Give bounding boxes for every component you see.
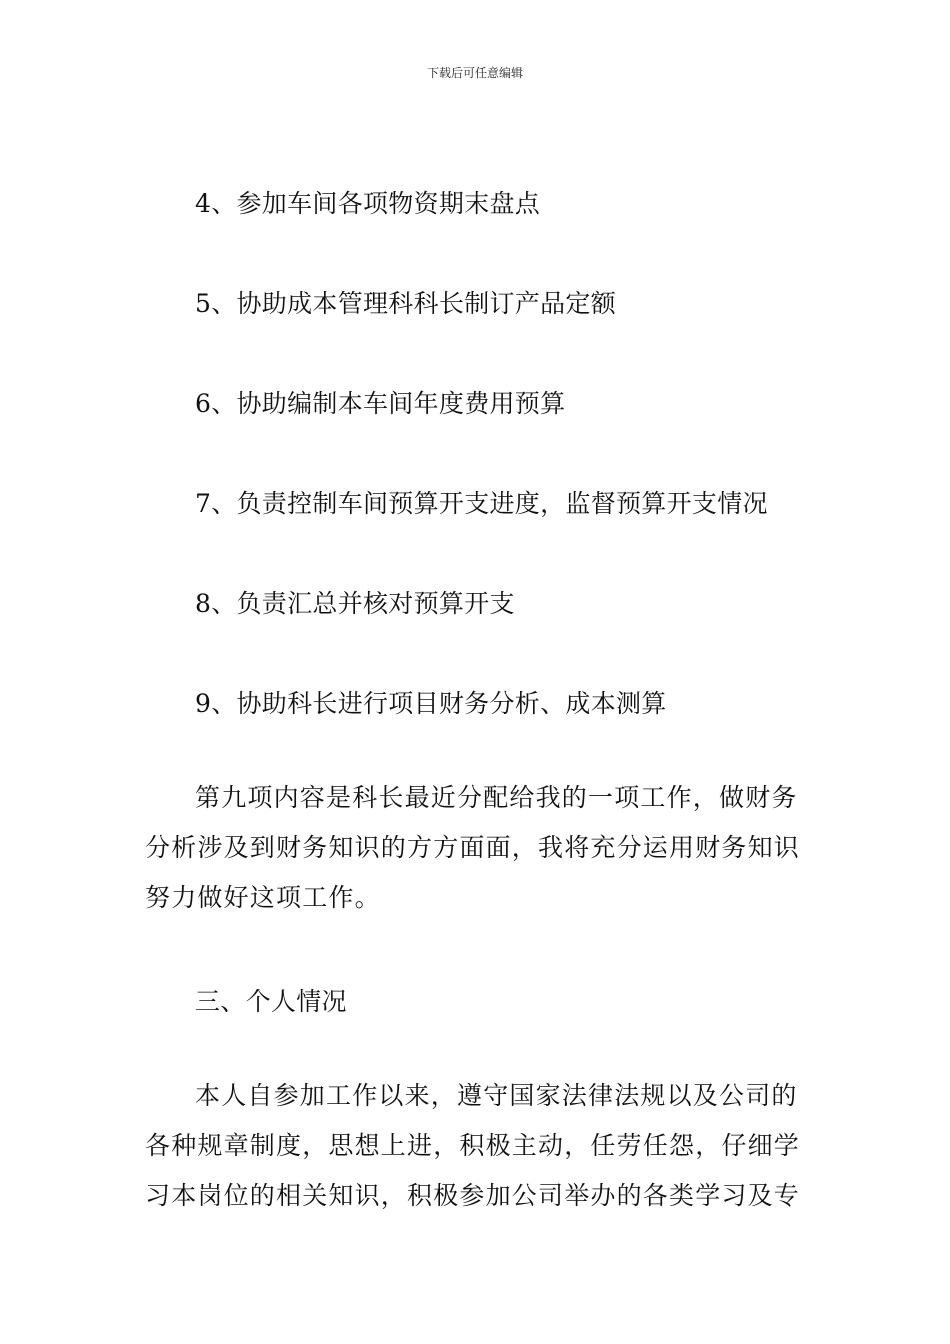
list-item-7: 7、负责控制车间预算开支进度，监督预算开支情况 <box>195 489 768 518</box>
paragraph-ninth-item: 第九项内容是科长最近分配给我的一项工作，做财务分析涉及到财务知识的方方面面，我将充分运用财务知识努力做好这项工作。 <box>145 783 801 912</box>
page-header: 下载后可任意编辑 <box>426 66 523 80</box>
paragraph-personal: 本人自参加工作以来，遵守国家法律法规以及公司的各种规章制度，思想上进，积极主动，任劳任怨，仔细学习本岗位的相关知识，积极参加公司举办的各类学习及专 <box>145 1081 801 1210</box>
section-heading: 三、个人情况 <box>195 987 347 1016</box>
list-item-4: 4、参加车间各项物资期末盘点 <box>195 189 541 218</box>
list-item-8: 8、负责汇总并核对预算开支 <box>195 589 515 618</box>
list-item-9: 9、协助科长进行项目财务分析、成本测算 <box>195 689 667 718</box>
list-item-6: 6、协助编制本车间年度费用预算 <box>195 389 566 418</box>
list-item-5: 5、协助成本管理科科长制订产品定额 <box>195 289 617 318</box>
